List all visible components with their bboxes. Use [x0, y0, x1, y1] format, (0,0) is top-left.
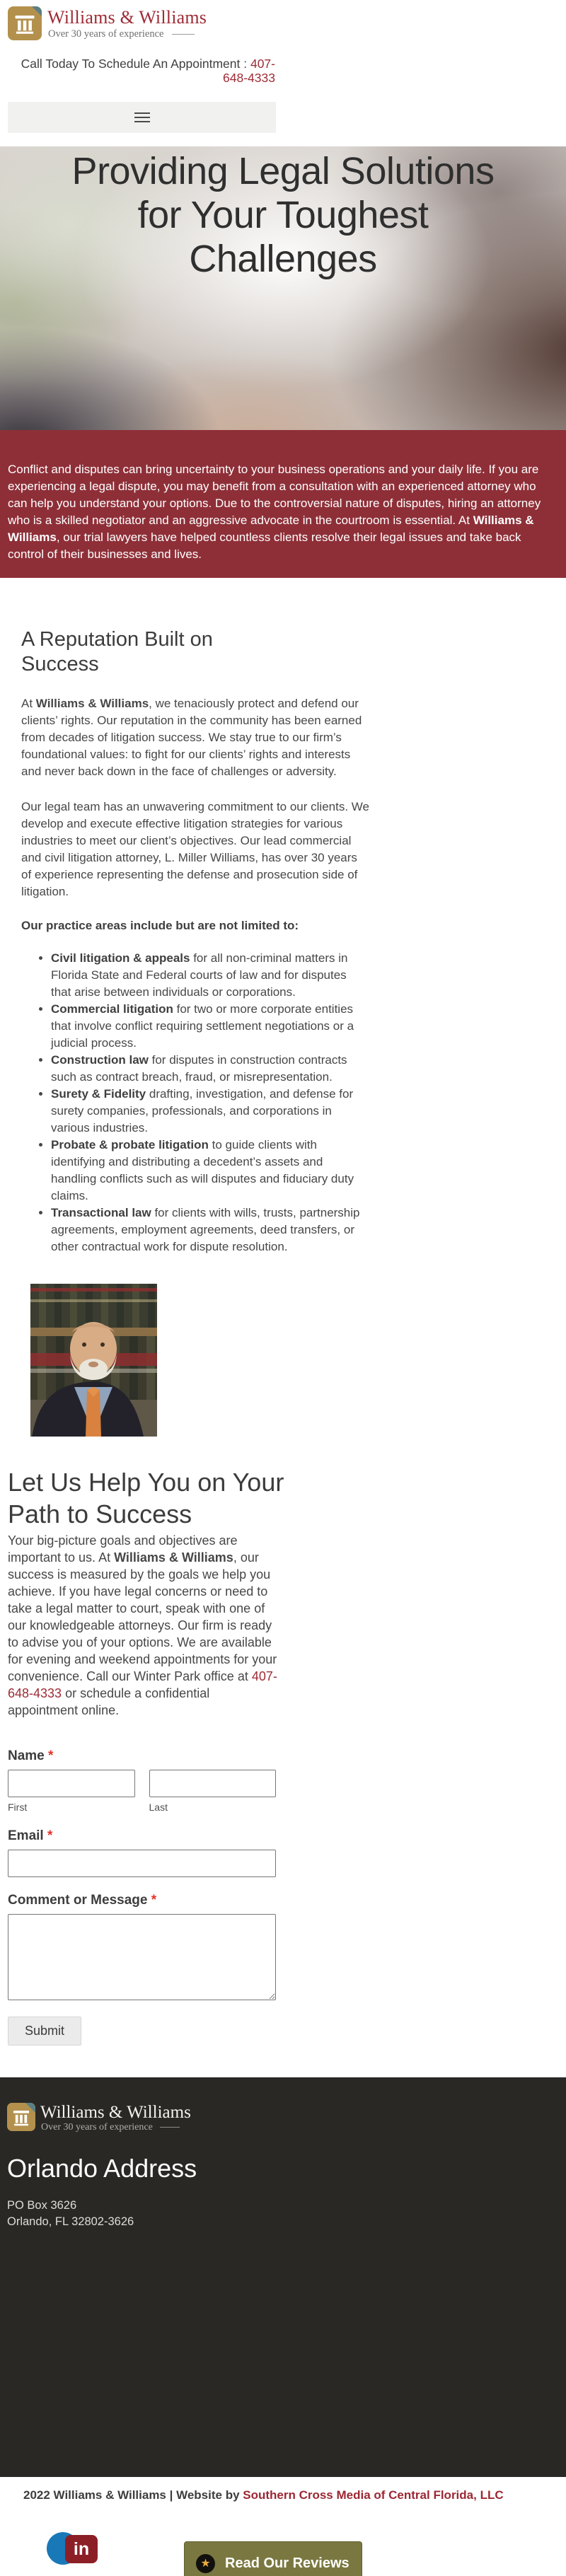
reputation-paragraph-1: At Williams & Williams, we tenaciously protect and defend our clients’ rights. Our reputation in the community has been earned from decades of litigation success. We stay true to our firm’s foundational values: to fight for our clients’ rights and interests and never back down in the face of challenges or adversity.: [21, 697, 362, 778]
brand-tagline: Over 30 years of experience: [48, 28, 195, 40]
nav-area: [0, 102, 566, 146]
footer-address: [7, 2198, 566, 2230]
submit-button[interactable]: Submit: [8, 2017, 81, 2046]
footer-firm-logo[interactable]: [7, 2103, 35, 2131]
column-icon: [13, 12, 37, 36]
brand-name[interactable]: Williams & Williams: [47, 7, 207, 28]
list-item: • Civil litigation & appeals for all non-criminal matters in Florida State and Federal courts of law and for disputes that arise between individuals or corporations.: [51, 950, 369, 1001]
brand-inline: Williams & Williams: [35, 697, 149, 710]
read-reviews-button[interactable]: [184, 2541, 362, 2576]
mobile-menu-toggle[interactable]: [8, 102, 276, 133]
required-asterisk: *: [48, 1748, 54, 1763]
site-header: [0, 0, 566, 102]
help-paragraph: Your big-picture goals and objectives are important to us. At Williams & Williams, our success is measured by the goals we help you achieve. If you have legal concerns or need to take a legal matter to court, speak with one of our knowledgeable attorneys. Our firm is ready to advise you of your options. We are available for evening and weekend appointments for your convenience. Call our Winter Park office at 407-648-4333 or schedule a confidential appointment online.: [8, 1533, 277, 1717]
column-icon: [11, 2108, 31, 2128]
hamburger-icon: [134, 110, 150, 125]
intro-paragraph: Conflict and disputes can bring uncertainty to your business operations and your daily life. If you are experiencing a legal dispute, you may benefit from a consultation with an experienced attorney who can help you understand your options. Due to the controversial nature of disputes, hiring an attorney who is a skilled negotiator and an aggressive advocate in the courtroom is essential. At Williams & Williams, our trial lawyers have helped countless clients resolve their legal issues and take back control of their businesses and lives.: [8, 463, 541, 561]
required-asterisk: *: [47, 1828, 53, 1843]
bookshelf-top-row: [30, 1284, 157, 1328]
reviews-button-label: Read Our Reviews: [225, 2555, 350, 2571]
list-item: • Probate & probate litigation to guide clients with identifying and distributing a decedent’s assets and handling conflicts such as will disputes and fiduciary duty claims.: [51, 1137, 369, 1205]
call-today-line: [12, 57, 275, 85]
address-line-1: PO Box 3626: [7, 2199, 77, 2212]
help-heading: Let Us Help You on Your Path to Success: [8, 1471, 284, 1528]
attorney-photo: [30, 1284, 157, 1437]
footer-brand-name: Williams & Williams: [40, 2103, 191, 2122]
call-today-text: Call Today To Schedule An Appointment :: [21, 57, 250, 71]
list-item: • Transactional law for clients with wills, trusts, partnership agreements, employment agreements, deed transfers, or other contractual work for dispute resolution.: [51, 1205, 369, 1255]
message-textarea[interactable]: [8, 1914, 276, 2000]
email-label: Email *: [8, 1828, 53, 1843]
reputation-paragraph-2: Our legal team has an unwavering commitment to our clients. We develop and execute effective litigation strategies for various industries to meet our client’s objectives. Our lead commercial and civil litigation attorney, L. Miller Williams, has over 30 years of experience representing the defense and prosecution side of litigation.: [21, 800, 369, 898]
contact-form: [8, 1748, 276, 2046]
phone-link[interactable]: 407-648-4333: [223, 57, 275, 85]
tagline-dash: [172, 34, 195, 35]
site-footer: [0, 2077, 566, 2477]
brand-inline: Williams & Williams: [114, 1550, 233, 1565]
credit-link[interactable]: Southern Cross Media of Central Florida, LLC: [243, 2488, 504, 2502]
last-sublabel: Last: [149, 1802, 168, 1813]
last-name-input[interactable]: [149, 1770, 277, 1797]
reputation-heading: A Reputation Built on Success: [21, 628, 213, 675]
linkedin-badge: in: [65, 2535, 98, 2563]
copyright-line: 2022 Williams & Williams | Website by Southern Cross Media of Central Florida, LLC: [23, 2488, 504, 2502]
list-item: • Commercial litigation for two or more corporate entities that involve conflict requiring settlement negotiations or a judicial process.: [51, 1001, 369, 1052]
brand-inline: Williams & Williams: [8, 514, 534, 544]
bottom-credit-strip: [0, 2477, 566, 2576]
hero-title: Providing Legal Solutions for Your Toughest Challenges: [71, 150, 495, 280]
section-reputation: [0, 578, 566, 1471]
practice-areas-list: [40, 950, 369, 1255]
email-input[interactable]: [8, 1850, 276, 1877]
tagline-dash: [160, 2127, 180, 2128]
name-label: Name *: [8, 1748, 54, 1763]
first-name-input[interactable]: [8, 1770, 135, 1797]
list-item: • Construction law for disputes in construction contracts such as contract breach, fraud, or misrepresentation.: [51, 1052, 369, 1086]
intro-band: [0, 430, 566, 578]
star-icon: ★: [196, 2554, 215, 2573]
linkedin-icon[interactable]: [47, 2531, 99, 2568]
footer-brand-tagline: Over 30 years of experience: [41, 2122, 180, 2133]
hero-banner: [0, 146, 566, 430]
comment-label: Comment or Message *: [8, 1893, 157, 1908]
required-asterisk: *: [151, 1893, 157, 1908]
address-line-2: Orlando, FL 32802-3626: [7, 2215, 134, 2228]
footer-address-heading: Orlando Address: [7, 2154, 197, 2183]
section-help: [0, 1471, 566, 2077]
firm-logo[interactable]: [8, 6, 42, 40]
first-sublabel: First: [8, 1802, 28, 1813]
list-item: • Surety & Fidelity drafting, investigation, and defense for surety companies, professionals, and corporations in various industries.: [51, 1086, 369, 1137]
practice-areas-intro: Our practice areas include but are not limited to:: [21, 919, 299, 932]
phone-link[interactable]: 407-648-4333: [8, 1669, 277, 1700]
